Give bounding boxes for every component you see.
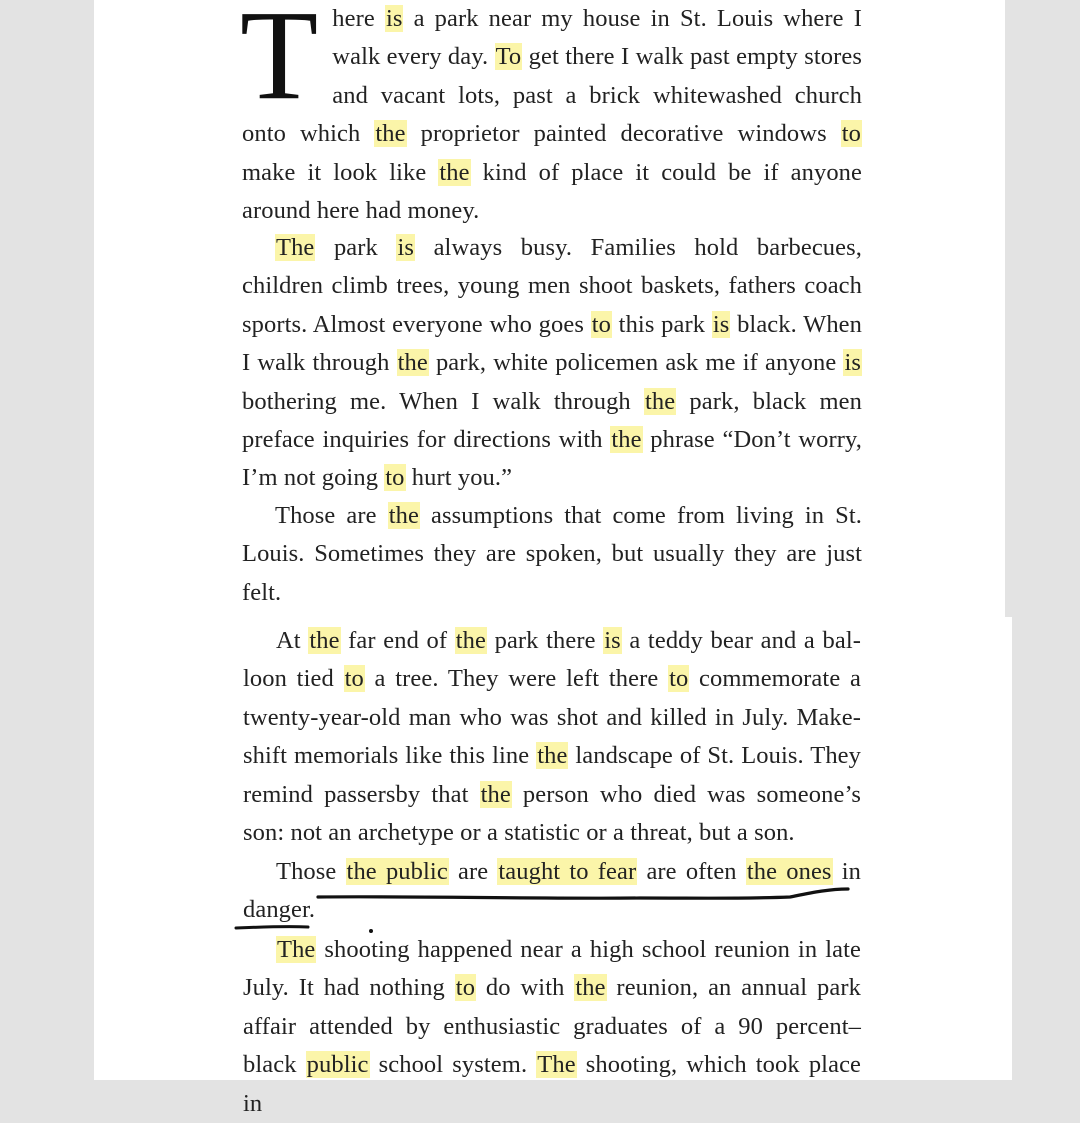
- text-run: are: [448, 858, 498, 885]
- text-run: Those are: [275, 502, 388, 529]
- text-run: landscape of St. Louis. They remind passersby that: [243, 742, 861, 808]
- highlighted-phrase: the public: [346, 858, 448, 885]
- highlighted-phrase: the ones: [746, 858, 832, 885]
- highlighted-word: the: [537, 742, 568, 770]
- highlighted-word: the: [455, 627, 486, 654]
- book-page-top: [94, 0, 1005, 617]
- highlighted-word: to: [841, 120, 861, 148]
- text-run: shooting happened near a high school reunion in late July. It had nothing: [243, 936, 861, 1002]
- text-run: person who died was someone’s son: not an archetype or a statistic or a threat, but a son.: [243, 780, 861, 847]
- text-run: commemorate a twenty-year-old man who was shot and killed in July. Make-shift memorials like this line: [243, 665, 861, 770]
- drop-cap: T: [240, 0, 319, 126]
- paragraph-6: [243, 931, 861, 1123]
- text-run: proprietor painted decorative windows: [406, 120, 841, 148]
- text-run: this park: [611, 310, 712, 338]
- text-run: bothering me. When I walk through: [242, 387, 644, 415]
- text-run: far end of: [340, 627, 455, 654]
- text-run: always busy. Families hold barbecues, children climb trees, young men shoot baskets, fathers coach sports. Almost everyone who goes: [242, 234, 862, 338]
- highlighted-word: the: [575, 974, 606, 1002]
- paragraph-2: [242, 229, 862, 498]
- highlighted-word: is: [385, 5, 403, 32]
- highlighted-word: To: [495, 43, 522, 71]
- highlighted-word: the: [309, 627, 340, 654]
- text-run: make it look like: [242, 158, 439, 186]
- highlighted-word: is: [397, 234, 414, 261]
- text-run: assumptions that come from living in St. Louis. Sometimes they are spoken, but usually they are just felt.: [242, 502, 862, 606]
- text-run: are often: [637, 858, 746, 885]
- text-run: get there I walk past empty stores and vacant lots, past a brick whitewashed church onto which: [242, 43, 862, 148]
- highlighted-word: to: [591, 310, 611, 338]
- book-page-bottom: [94, 617, 1012, 1117]
- paragraph-4: [243, 622, 861, 852]
- highlighted-word: the: [439, 158, 470, 186]
- paragraph-5: [243, 853, 861, 930]
- highlighted-word: the: [397, 349, 428, 377]
- highlighted-word: is: [604, 627, 621, 654]
- highlighted-word: is: [712, 310, 730, 338]
- highlighted-word: The: [537, 1051, 576, 1079]
- text-run: a park near my house in St. Louis where I walk every day.: [332, 5, 862, 71]
- text-run: school system.: [369, 1051, 537, 1079]
- paragraph-3: [242, 497, 862, 612]
- highlighted-word: The: [277, 936, 316, 963]
- highlighted-phrase: taught to fear: [498, 858, 637, 885]
- highlighted-word: to: [385, 464, 405, 492]
- highlighted-word: The: [276, 234, 315, 261]
- text-run: in danger.: [243, 858, 861, 924]
- highlighted-word: the: [644, 387, 676, 415]
- highlighted-word: the: [480, 780, 511, 808]
- text-run: park, white policemen ask me if anyone: [428, 349, 844, 377]
- highlighted-word: public: [306, 1051, 369, 1079]
- text-run: do with: [476, 974, 575, 1002]
- text-run: hurt you.”: [405, 464, 513, 492]
- paragraph-1: [242, 0, 862, 230]
- highlighted-word: the: [611, 426, 642, 454]
- text-run: At: [276, 627, 309, 654]
- text-run: kind of place it could be if anyone around here had money.: [242, 158, 862, 225]
- text-run: park there: [486, 627, 604, 654]
- highlighted-word: is: [844, 349, 862, 377]
- text-run: Those: [276, 858, 346, 885]
- highlighted-word: to: [344, 665, 364, 693]
- text-run: phrase “Don’t worry, I’m not going: [242, 426, 862, 492]
- text-run: black. When I walk through: [242, 310, 863, 377]
- text-run: a teddy bear and a bal-loon tied: [243, 627, 861, 693]
- highlighted-word: to: [669, 665, 689, 693]
- text-run: a tree. They were left there: [364, 665, 669, 693]
- text-run: reunion, an annual park affair attended by enthusiastic graduates of a 90 percent–black: [243, 974, 861, 1079]
- highlighted-word: to: [455, 974, 476, 1002]
- highlighted-word: the: [375, 120, 406, 148]
- text-run: here: [332, 5, 385, 32]
- highlighted-word: the: [388, 502, 419, 529]
- text-run: park: [315, 234, 397, 261]
- text-run: park, black men preface inquiries for directions with: [242, 387, 862, 454]
- text-run: shooting, which took place in: [243, 1051, 862, 1117]
